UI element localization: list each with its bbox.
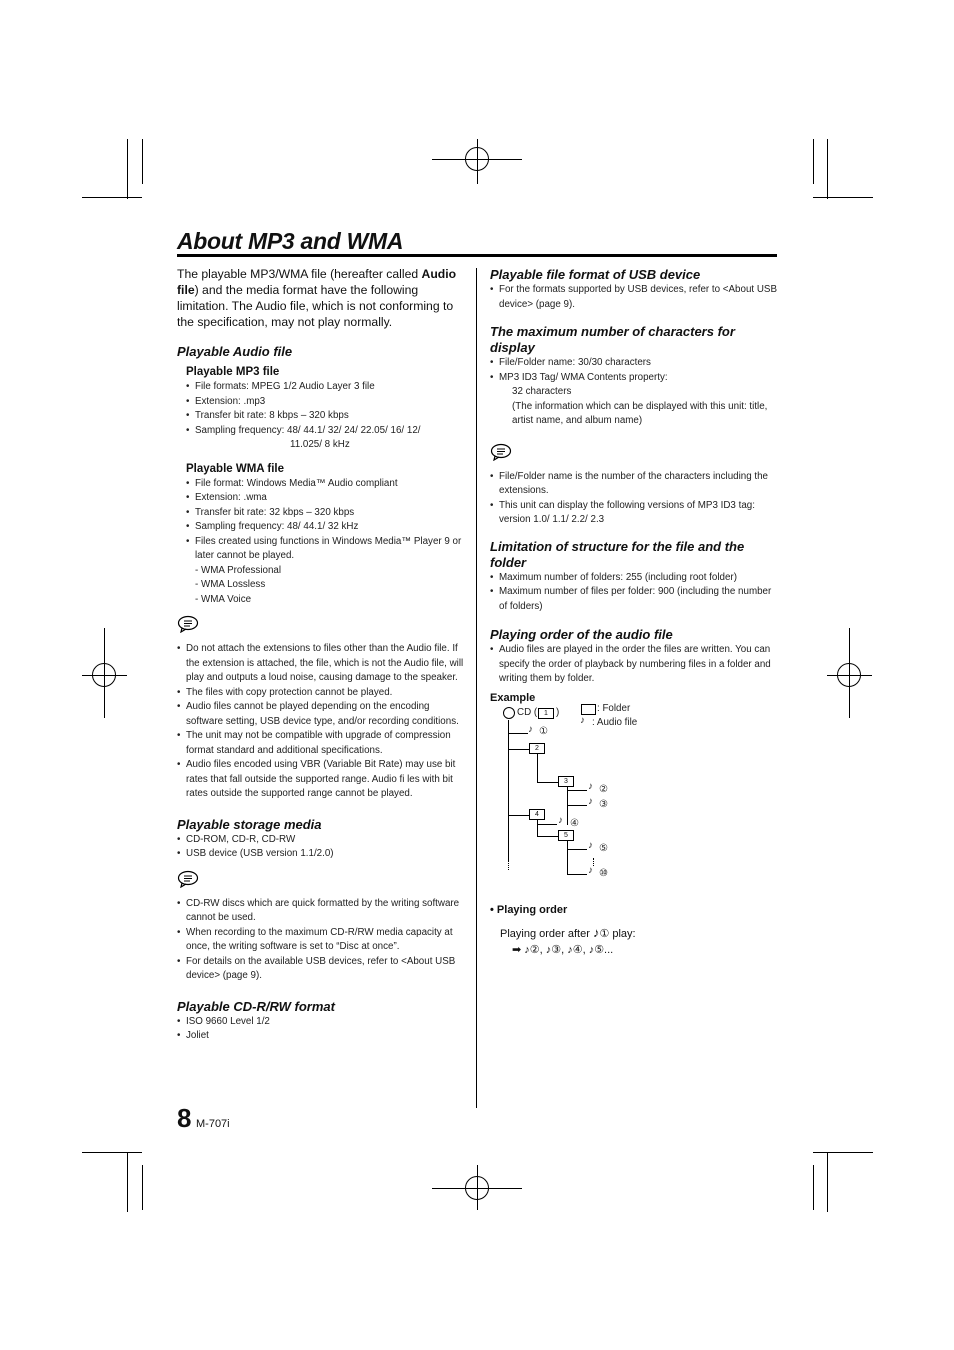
section-heading-usb-format: Playable file format of USB device — [490, 267, 701, 282]
sub-item: - WMA Voice — [195, 593, 252, 605]
registration-circle — [92, 663, 116, 687]
list-item: • The files with copy protection cannot be played. — [177, 686, 464, 701]
crop-mark — [82, 197, 142, 198]
section-heading-playing-order: Playing order of the audio file — [490, 627, 673, 642]
music-note-icon: ♪ — [588, 839, 593, 851]
registration-circle — [465, 147, 489, 171]
list-item-continuation: 32 characters — [512, 386, 572, 397]
list-item: • Audio files are played in the order the files are written. You can specify the order of playback by numbering files in a folder and writing them by folder. — [490, 643, 782, 687]
folder-icon: 3 — [558, 776, 574, 787]
list-item: • This unit can display the following versions of MP3 ID3 tag: version 1.0/ 1.1/ 2.2/ 2.3 — [490, 499, 782, 528]
registration-circle — [465, 1176, 489, 1200]
list-item: • Transfer bit rate: 8 kbps – 320 kbps — [186, 409, 464, 424]
subheading-wma: Playable WMA file — [186, 462, 284, 475]
note-icon — [177, 615, 199, 633]
section-heading-cdrw: Playable CD-R/RW format — [177, 998, 335, 1014]
legend-folder: : Folder — [597, 702, 631, 714]
page-number: 8 — [177, 1103, 192, 1133]
file-number: ⑩ — [599, 867, 608, 879]
mp3-list — [186, 380, 464, 453]
section-heading-playable-audio: Playable Audio file — [177, 344, 293, 359]
playing-order-heading: • Playing order — [490, 903, 568, 916]
file-number: ③ — [599, 798, 608, 810]
storage-list — [177, 833, 464, 862]
list-item: • The unit may not be compatible with upgrade of compression format standard and additional specifications. — [177, 729, 464, 758]
list-item: • Extension: .mp3 — [186, 395, 464, 410]
section-heading-max-chars: The maximum number of characters for display — [490, 324, 735, 355]
list-item: • ISO 9660 Level 1/2 — [177, 1015, 464, 1030]
note-icon — [490, 443, 512, 461]
list-item: • Audio files cannot be played depending on the encoding software setting, USB device type, and/or recording conditions. — [177, 700, 464, 729]
music-note-icon: ♪ — [580, 714, 585, 726]
crop-mark — [813, 197, 873, 198]
crop-mark — [142, 1165, 143, 1210]
list-item: • CD-ROM, CD-R, CD-RW — [177, 833, 464, 848]
crop-mark — [127, 1152, 128, 1212]
list-item: • Maximum number of folders: 255 (including root folder) — [490, 571, 782, 586]
list-item: • File/Folder name: 30/30 characters — [490, 356, 782, 371]
list-item: • For the formats supported by USB devices, refer to <About USB device> (page 9). — [490, 283, 782, 312]
section-heading-storage: Playable storage media — [177, 816, 322, 832]
playing-order-label: Playing order — [496, 903, 568, 916]
list-item-continuation: 11.025/ 8 kHz — [290, 439, 350, 450]
right-column — [490, 267, 782, 956]
intro-bold: Audio file — [177, 267, 457, 297]
list-item — [186, 535, 464, 608]
usb-format-list — [490, 283, 782, 312]
order-list — [490, 643, 782, 687]
sub-item: - WMA Professional — [195, 564, 282, 576]
music-note-icon: ♪ — [528, 723, 533, 735]
example-label: Example — [490, 691, 536, 704]
list-item: • File format: Windows Media™ Audio compliant — [186, 477, 464, 492]
list-item: • Sampling frequency: 48/ 44.1/ 32 kHz — [186, 520, 464, 535]
crop-mark — [813, 1152, 873, 1153]
left-column — [177, 266, 464, 1044]
folder-icon: 1 — [538, 708, 554, 719]
playing-order-text: play: — [609, 927, 636, 940]
list-item-text: Files created using functions in Windows Media™ Player 9 or later cannot be played. — [195, 535, 462, 561]
list-item: • For details on the available USB devices, refer to <About USB device> (page 9). — [177, 955, 464, 984]
cd-label: CD ( — [517, 706, 538, 718]
page-title: About MP3 and WMA — [177, 228, 404, 254]
sub-item: - WMA Lossless — [195, 579, 266, 590]
crop-mark — [142, 139, 143, 184]
list-item: • USB device (USB version 1.1/2.0) — [177, 847, 464, 862]
note-icon — [177, 870, 199, 888]
folder-icon — [581, 704, 596, 715]
playing-order-line — [490, 925, 782, 940]
crop-mark — [127, 139, 128, 199]
limitation-list — [490, 571, 782, 615]
list-item: • File/Folder name is the number of the characters including the extensions. — [490, 470, 782, 499]
crop-mark — [813, 1165, 814, 1210]
playing-order-sequence: ➡ ♪②, ♪③, ♪④, ♪⑤... — [512, 943, 614, 956]
folder-icon: 5 — [558, 830, 574, 841]
section-heading-limitation: Limitation of structure for the file and the folder — [490, 538, 745, 570]
list-item-text: Sampling frequency: 48/ 44.1/ 32/ 24/ 22.05/ 16/ 12/ — [195, 424, 421, 436]
file-number: ② — [599, 783, 608, 795]
list-item: • CD-RW discs which are quick formatted by the writing software cannot be used. — [177, 897, 464, 926]
list-item — [490, 371, 782, 429]
crop-mark — [827, 139, 828, 199]
list-item-continuation: (The information which can be displayed with this unit: title, artist name, and album name) — [512, 400, 768, 426]
list-item: • Maximum number of files per folder: 900 (including the number of folders) — [490, 585, 782, 614]
list-item: • When recording to the maximum CD-R/RW media capacity at once, the writing software is set to “Disc at once”. — [177, 926, 464, 955]
intro-paragraph — [177, 266, 464, 330]
file-number: ⑤ — [599, 842, 608, 854]
file-number: ① — [539, 725, 548, 737]
music-note-icon: ♪ — [558, 814, 563, 826]
column-divider — [476, 268, 477, 1108]
max-chars-list — [490, 356, 782, 429]
music-note-icon: ♪ — [588, 864, 593, 876]
list-item — [186, 424, 464, 453]
storage-notes-list — [177, 897, 464, 984]
legend-file: : Audio file — [592, 716, 638, 728]
crop-mark — [813, 139, 814, 184]
playing-order-text: Playing order after — [500, 927, 593, 940]
max-chars-notes-list — [490, 470, 782, 528]
title-rule — [177, 254, 777, 257]
folder-icon: 4 — [529, 809, 545, 820]
model-label: M-707i — [196, 1118, 230, 1130]
intro-text: The playable MP3/WMA file (hereafter called — [177, 267, 422, 281]
file-number: ① — [599, 927, 610, 940]
music-note-icon: ♪ — [588, 780, 593, 792]
intro-text: ) and the media format have the following limitation. The Audio file, which is not conforming to the specification, may not play normally. — [177, 283, 454, 329]
list-item: • File formats: MPEG 1/2 Audio Layer 3 file — [186, 380, 464, 395]
folder-icon: 2 — [529, 743, 545, 754]
file-number: ④ — [570, 817, 579, 829]
list-item-text: MP3 ID3 Tag/ WMA Contents property: — [499, 371, 668, 383]
list-item: • Extension: .wma — [186, 491, 464, 506]
subheading-mp3: Playable MP3 file — [186, 366, 280, 378]
cdrw-list — [177, 1015, 464, 1044]
wma-list — [186, 477, 464, 608]
audio-notes-list — [177, 642, 464, 802]
list-item: • Transfer bit rate: 32 kbps – 320 kbps — [186, 506, 464, 521]
list-item: • Do not attach the extensions to files other than the Audio file. If the extension is attached, the file, which is not the Audio file, will play and outputs a loud noise, causing damage to the speaker. — [177, 642, 464, 686]
music-note-icon: ♪ — [592, 924, 600, 940]
crop-mark — [827, 1152, 828, 1212]
list-item: • Joliet — [177, 1029, 464, 1044]
list-item: • Audio files encoded using VBR (Variable Bit Rate) may use bit rates that fall outside the supported range. Audio fi les with bit rates outside the supported range cannot be played. — [177, 758, 464, 802]
cd-icon — [503, 707, 515, 719]
folder-tree-diagram — [490, 702, 780, 879]
cd-label-close: ) — [556, 706, 560, 718]
crop-mark — [82, 1152, 142, 1153]
music-note-icon: ♪ — [588, 795, 593, 807]
registration-circle — [837, 663, 861, 687]
